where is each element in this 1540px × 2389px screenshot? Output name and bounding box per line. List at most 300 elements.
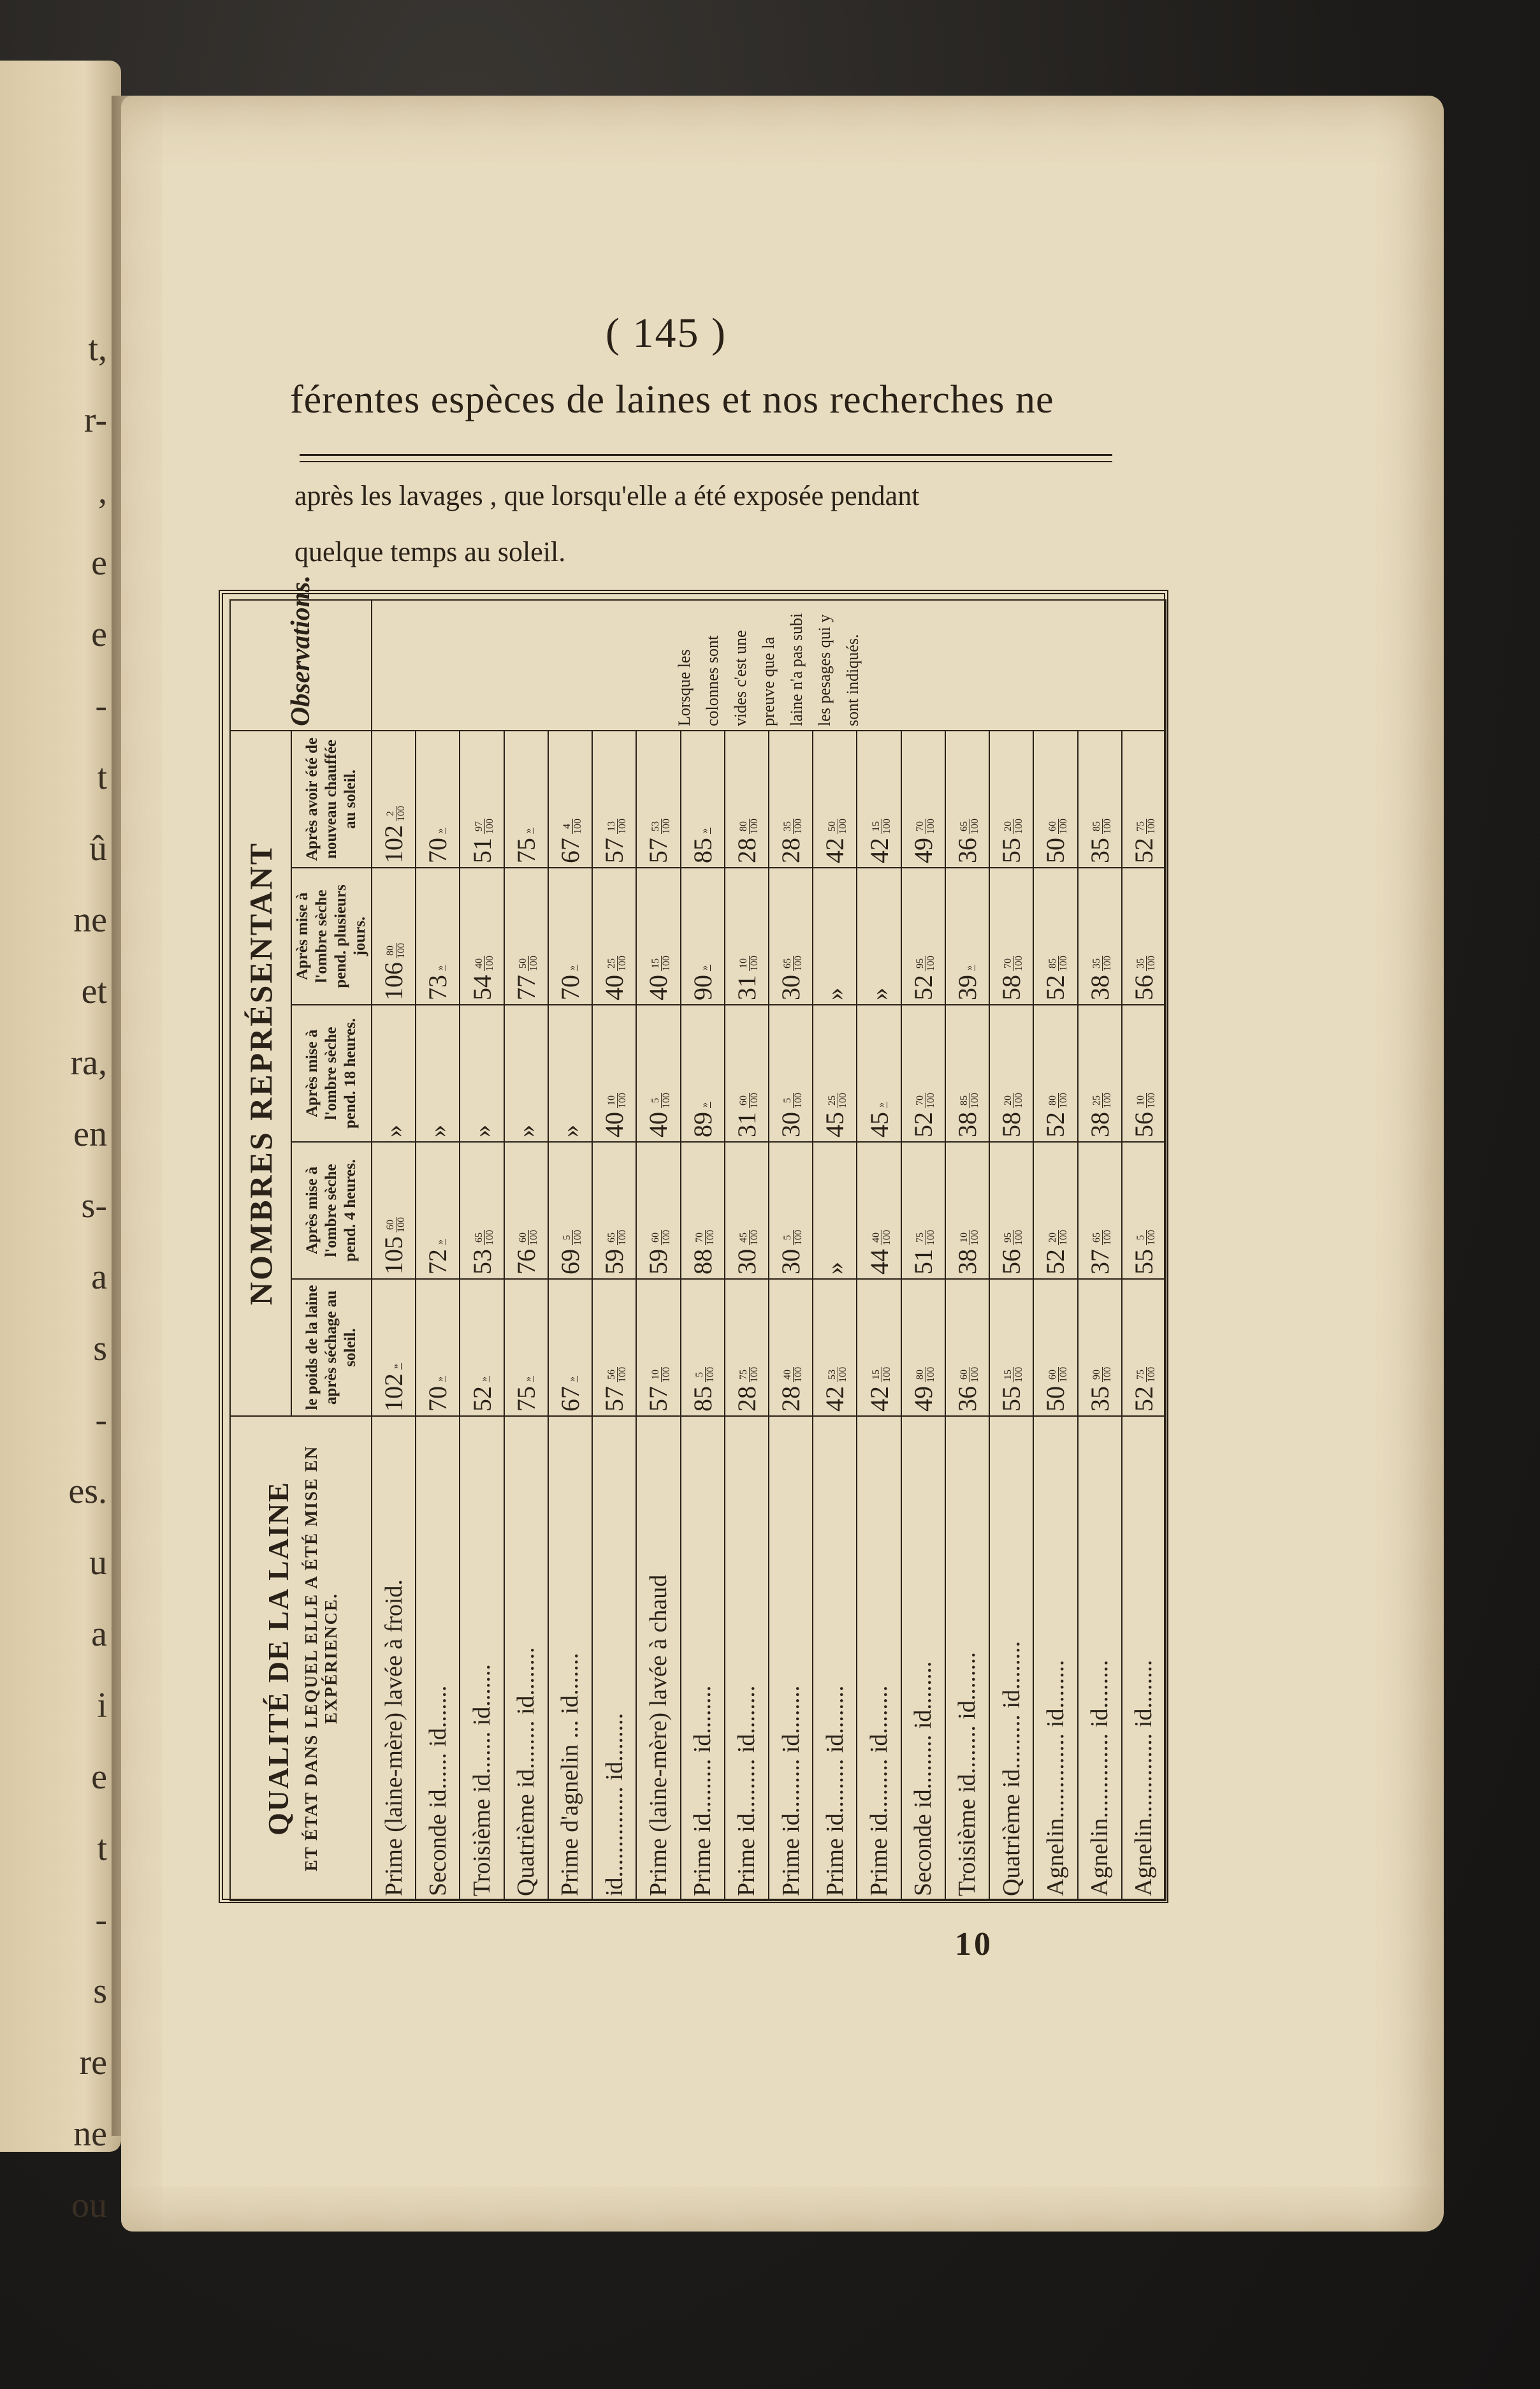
fraction-denominator: 100 (749, 1093, 760, 1108)
value-cell (945, 868, 989, 1005)
subheader: Après avoir été de nouveau chauffée au soleil. (291, 731, 372, 868)
value-integer: 38 (952, 1112, 982, 1137)
value-integer: 35 (1085, 1386, 1114, 1412)
value-fraction (827, 819, 848, 834)
value-fraction (1092, 1093, 1113, 1108)
value-integer: 52 (908, 1112, 938, 1137)
value-fraction (1048, 1230, 1069, 1245)
fraction-denominator: 100 (660, 819, 672, 834)
fraction-numerator: » (390, 1364, 402, 1369)
value-fraction (607, 1093, 628, 1108)
value-cell (416, 1279, 460, 1416)
value-cell (813, 1005, 857, 1142)
fraction-numerator: 53 (827, 1367, 838, 1382)
value-cell (901, 731, 945, 868)
fraction-denominator: 100 (881, 819, 892, 834)
value-fraction (915, 1093, 936, 1108)
value-cell (636, 1279, 680, 1416)
fraction-numerator: 95 (915, 956, 926, 971)
fraction-denominator: 100 (1146, 1093, 1158, 1108)
value-cell (945, 1005, 989, 1142)
left-page-text-fragment: - (95, 686, 107, 726)
fraction-numerator: 5 (1136, 1230, 1147, 1245)
value-integer: » (423, 1125, 453, 1137)
fraction-denominator: 100 (660, 1230, 672, 1245)
value-fraction (562, 1230, 583, 1245)
table-row (989, 600, 1033, 1901)
fraction-numerator: » (523, 828, 534, 833)
value-fraction (479, 1376, 490, 1382)
fraction-numerator: 35 (1136, 956, 1147, 971)
value-cell (813, 1279, 857, 1416)
fraction-numerator: 10 (651, 1367, 662, 1382)
value-cell (769, 1005, 813, 1142)
fraction-numerator: » (478, 1377, 490, 1382)
quality-title: QUALITÉ DE LA LAINE (261, 1481, 294, 1836)
value-fraction (1003, 956, 1024, 971)
row-label: Prime id......... id........ (813, 1416, 857, 1901)
fraction-numerator: 15 (651, 956, 662, 971)
value-fraction (783, 1367, 804, 1382)
fraction-numerator: 20 (1048, 1230, 1059, 1245)
value-cell (725, 1142, 769, 1279)
value-cell (769, 731, 813, 868)
fraction-numerator: » (699, 1102, 710, 1107)
value-integer: 52 (1041, 1249, 1070, 1275)
table-row (504, 600, 548, 1901)
fraction-numerator: 25 (1092, 1093, 1103, 1108)
fraction-numerator: 40 (871, 1230, 882, 1245)
fraction-denominator: 100 (1146, 819, 1158, 834)
fraction-denominator: 100 (749, 819, 760, 834)
value-integer: 36 (952, 838, 982, 863)
fraction-denominator: 100 (484, 819, 495, 834)
value-fraction (783, 819, 804, 834)
value-cell (1033, 1142, 1077, 1279)
fraction-denominator: 100 (1057, 1367, 1069, 1382)
value-integer: 56 (1129, 975, 1158, 1000)
value-fraction (915, 956, 936, 971)
fraction-denominator: 100 (396, 943, 407, 958)
fraction-denominator: 100 (970, 1230, 981, 1245)
fraction-numerator: 80 (1048, 1093, 1059, 1108)
row-label: id............... id........ (592, 1416, 636, 1901)
value-integer: 52 (1129, 1386, 1158, 1412)
value-cell (460, 1005, 504, 1142)
value-fraction (871, 819, 892, 834)
fraction-numerator: 15 (871, 1367, 882, 1382)
value-fraction (1003, 819, 1024, 834)
value-cell (372, 1005, 416, 1142)
row-label: Prime (laine-mère) lavée à chaud (636, 1416, 680, 1901)
value-fraction (518, 956, 539, 971)
table-row (636, 600, 680, 1901)
value-cell (548, 1005, 592, 1142)
fraction-denominator: 100 (1013, 1093, 1025, 1108)
left-page-edge (0, 61, 121, 2225)
value-integer: 59 (644, 1249, 673, 1275)
value-fraction (1136, 1230, 1157, 1245)
fraction-numerator: 60 (651, 1230, 662, 1245)
value-integer: 67 (555, 1386, 585, 1412)
value-integer: 31 (732, 1112, 761, 1137)
left-page-text-fragment: e (91, 615, 107, 654)
left-page-text-fragment: ra, (70, 1043, 107, 1083)
value-cell (1122, 1279, 1166, 1416)
rotated-table-frame (219, 575, 1168, 1903)
fraction-denominator: 100 (881, 1230, 892, 1245)
value-cell (1033, 868, 1077, 1005)
value-cell (548, 1142, 592, 1279)
subheader: Après mise à l'ombre sèche pend. 18 heures. (291, 1005, 372, 1142)
fraction-numerator: 65 (607, 1230, 618, 1245)
fraction-numerator: 70 (1003, 956, 1014, 971)
fraction-numerator: 95 (1003, 1230, 1014, 1245)
fraction-denominator: 100 (660, 1093, 672, 1108)
value-cell (1122, 1005, 1166, 1142)
value-cell (636, 868, 680, 1005)
value-cell (548, 1279, 592, 1416)
value-cell (813, 868, 857, 1005)
value-integer: 55 (997, 838, 1026, 863)
table-row (1122, 600, 1166, 1901)
left-page-text-fragment: ne (73, 2114, 107, 2154)
left-page-text-fragment: ou (71, 2186, 107, 2225)
fraction-denominator: 100 (793, 1367, 804, 1382)
value-integer: 70 (423, 838, 453, 863)
value-fraction (959, 819, 980, 834)
value-integer: 70 (423, 1386, 453, 1412)
value-cell (681, 1142, 725, 1279)
fraction-numerator: » (434, 1239, 446, 1245)
value-integer: » (820, 988, 850, 1000)
value-fraction (651, 819, 672, 834)
fraction-numerator: 50 (827, 819, 838, 834)
fraction-denominator: 100 (1146, 956, 1158, 971)
value-fraction (562, 819, 583, 834)
fraction-numerator: 60 (1048, 819, 1059, 834)
value-fraction (435, 965, 446, 971)
fraction-numerator: 90 (1092, 1367, 1103, 1382)
value-cell (769, 868, 813, 1005)
fraction-numerator: 20 (1003, 1093, 1014, 1108)
row-label: Agnelin.............. id........ (1033, 1416, 1077, 1901)
observations-text: Lorsque les colonnes sont vides c'est une preuve que la laine n'a pas subi les pesages qui y sont indiqués. (372, 600, 1166, 731)
value-fraction (435, 828, 446, 834)
value-cell (681, 731, 725, 868)
fraction-numerator: 2 (386, 806, 396, 821)
fraction-numerator: » (434, 965, 446, 970)
value-cell (372, 731, 416, 868)
value-cell (636, 731, 680, 868)
fraction-numerator: 75 (1136, 1367, 1147, 1382)
table-row (813, 600, 857, 1901)
value-fraction (915, 1367, 936, 1382)
value-cell (460, 868, 504, 1005)
fraction-denominator: 100 (881, 1367, 892, 1382)
value-cell (725, 731, 769, 868)
left-page-text-fragment: e (91, 543, 107, 583)
value-fraction (783, 956, 804, 971)
value-cell (681, 868, 725, 1005)
paragraph-line: après les lavages , que lorsqu'elle a été exposée pendant (294, 480, 920, 511)
value-fraction (523, 828, 534, 834)
value-cell (945, 1279, 989, 1416)
fraction-numerator: 5 (695, 1367, 706, 1382)
value-integer: 30 (776, 1249, 806, 1275)
subheader: Après mise à l'ombre sèche pend. 4 heures. (291, 1142, 372, 1279)
table-row (681, 600, 725, 1901)
fraction-numerator: 70 (695, 1230, 706, 1245)
table-row (901, 600, 945, 1901)
value-integer: 52 (908, 975, 938, 1000)
value-integer: 30 (732, 1249, 761, 1275)
value-integer: 70 (555, 975, 585, 1000)
table-row (416, 600, 460, 1901)
value-fraction (1003, 1230, 1024, 1245)
row-label: Seconde id...... id....... (416, 1416, 460, 1901)
row-label: Seconde id......... id........ (901, 1416, 945, 1901)
value-cell (416, 1005, 460, 1142)
fraction-denominator: 100 (1057, 819, 1069, 834)
value-cell (989, 1142, 1033, 1279)
left-page-text-fragment: - (95, 1900, 107, 1940)
value-fraction (435, 1239, 446, 1245)
value-cell (901, 1005, 945, 1142)
left-page-text-fragment: r- (84, 400, 107, 440)
left-page-text-fragment: re (79, 2043, 107, 2082)
value-integer: 35 (1085, 838, 1114, 863)
fraction-denominator: 100 (1146, 1230, 1158, 1245)
fraction-numerator: 5 (783, 1230, 794, 1245)
fraction-denominator: 100 (1101, 1093, 1113, 1108)
value-integer: 36 (952, 1386, 982, 1412)
left-page-text-fragment: s (93, 1329, 107, 1368)
value-integer: 53 (467, 1249, 497, 1275)
fraction-numerator: » (434, 828, 446, 833)
fraction-denominator: 100 (1146, 1367, 1158, 1382)
value-integer: » (820, 1262, 850, 1275)
value-integer: » (379, 1125, 409, 1137)
table-row (857, 600, 901, 1901)
value-integer: 52 (1041, 975, 1070, 1000)
value-integer: 52 (1129, 838, 1158, 863)
value-cell (1078, 868, 1122, 1005)
fraction-numerator: 5 (783, 1093, 794, 1108)
fraction-numerator: 15 (871, 819, 882, 834)
fraction-denominator: 100 (926, 819, 937, 834)
rotated-table (229, 575, 1166, 1901)
value-integer: 58 (997, 1112, 1026, 1137)
row-label: Quatrième id........ id........ (504, 1416, 548, 1901)
value-cell (857, 868, 901, 1005)
value-cell (592, 731, 636, 868)
value-cell (1033, 1005, 1077, 1142)
value-integer: 57 (600, 1386, 629, 1412)
value-integer: 105 (379, 1236, 409, 1275)
value-fraction (1048, 956, 1069, 971)
value-fraction (607, 956, 628, 971)
fraction-numerator: 45 (739, 1230, 750, 1245)
value-integer: 69 (555, 1249, 585, 1275)
fraction-numerator: 15 (1003, 1367, 1014, 1382)
table-row (1033, 600, 1077, 1901)
value-fraction (391, 1363, 402, 1370)
table-row (460, 600, 504, 1901)
fraction-denominator: 100 (1101, 956, 1113, 971)
value-cell (857, 731, 901, 868)
row-label: Troisième id....... id....... (460, 1416, 504, 1901)
value-integer: 40 (644, 1112, 673, 1137)
value-integer: 75 (511, 1386, 541, 1412)
row-label: Prime id......... id........ (681, 1416, 725, 1901)
fraction-numerator: 75 (1136, 819, 1147, 834)
data-table (229, 575, 1166, 1901)
value-integer: » (555, 1125, 585, 1137)
value-fraction (695, 1367, 716, 1382)
fraction-numerator: » (964, 965, 975, 970)
fraction-denominator: 100 (926, 1367, 937, 1382)
value-cell (548, 868, 592, 1005)
fraction-numerator: 80 (386, 943, 396, 958)
fraction-denominator: 100 (749, 1367, 760, 1382)
left-page-text-fragment: u (89, 1543, 107, 1582)
value-cell (681, 1005, 725, 1142)
value-fraction (876, 1102, 887, 1108)
value-integer: 67 (555, 838, 585, 863)
value-cell (989, 868, 1033, 1005)
fraction-numerator: » (699, 965, 710, 970)
fraction-denominator: 100 (528, 1230, 540, 1245)
fraction-numerator: » (434, 1377, 446, 1382)
value-cell (504, 1142, 548, 1279)
value-integer: 28 (776, 838, 806, 863)
fraction-numerator: 60 (959, 1367, 970, 1382)
fraction-numerator: 65 (1092, 1230, 1103, 1245)
value-cell (1122, 868, 1166, 1005)
observations-title: Observations. (230, 600, 372, 731)
value-cell (681, 1279, 725, 1416)
fraction-denominator: 100 (793, 819, 804, 834)
value-integer: 102 (379, 1373, 409, 1412)
value-fraction (959, 1230, 980, 1245)
value-cell (989, 1005, 1033, 1142)
value-integer: 31 (732, 975, 761, 1000)
fraction-denominator: 100 (616, 956, 628, 971)
value-fraction (523, 1376, 534, 1382)
row-label: Prime id......... id........ (769, 1416, 813, 1901)
fraction-denominator: 100 (528, 956, 540, 971)
value-integer: 38 (952, 1249, 982, 1275)
value-cell (1033, 1279, 1077, 1416)
value-fraction (700, 1102, 711, 1108)
value-integer: 58 (997, 975, 1026, 1000)
fraction-denominator: 100 (793, 1093, 804, 1108)
value-integer: » (467, 1125, 497, 1137)
value-integer: 55 (997, 1386, 1026, 1412)
value-fraction (474, 956, 495, 971)
left-page-text-fragment: en (73, 1114, 107, 1154)
value-integer: 38 (1085, 1112, 1114, 1137)
fraction-numerator: 10 (959, 1230, 970, 1245)
left-page-text-fragment: û (89, 829, 107, 868)
value-fraction (1092, 819, 1113, 834)
value-fraction (651, 1230, 672, 1245)
value-integer: 90 (688, 975, 717, 1000)
value-integer: 45 (820, 1112, 850, 1137)
value-integer: 89 (688, 1112, 717, 1137)
fraction-numerator: 10 (739, 956, 750, 971)
row-label: Agnelin.............. id........ (1078, 1416, 1122, 1901)
fraction-denominator: 100 (837, 1367, 848, 1382)
fraction-denominator: 100 (1013, 1230, 1025, 1245)
value-integer: 57 (644, 838, 673, 863)
fraction-denominator: 100 (1013, 956, 1025, 971)
quality-header (230, 1416, 372, 1901)
fraction-denominator: 100 (749, 956, 760, 971)
value-fraction (1048, 1367, 1069, 1382)
value-cell (857, 1279, 901, 1416)
value-cell (857, 1142, 901, 1279)
left-page-text-fragment: et (81, 972, 107, 1011)
left-page-text-fragment: a (91, 1614, 107, 1654)
value-integer: 85 (688, 1386, 717, 1412)
value-cell (945, 731, 989, 868)
value-integer: 59 (600, 1249, 629, 1275)
row-label: Prime id......... id........ (725, 1416, 769, 1901)
fraction-denominator: 100 (837, 1093, 848, 1108)
fraction-denominator: 100 (970, 1367, 981, 1382)
value-integer: 88 (688, 1249, 717, 1275)
left-page-text-fragment: - (95, 1400, 107, 1440)
value-fraction (1136, 1093, 1157, 1108)
value-integer: 30 (776, 975, 806, 1000)
value-cell (592, 1005, 636, 1142)
value-integer: 50 (1041, 838, 1070, 863)
value-cell (769, 1279, 813, 1416)
table-row (548, 600, 592, 1901)
value-integer: » (864, 988, 894, 1000)
fraction-numerator: 65 (959, 819, 970, 834)
fraction-numerator: 4 (562, 819, 573, 834)
fraction-numerator: 25 (827, 1093, 838, 1108)
value-fraction (1136, 819, 1157, 834)
value-fraction (739, 1367, 760, 1382)
value-fraction (1048, 1093, 1069, 1108)
value-cell (504, 1279, 548, 1416)
page-number: ( 145 ) (606, 310, 727, 356)
value-fraction (1092, 1230, 1113, 1245)
value-cell (636, 1142, 680, 1279)
fraction-numerator: 85 (959, 1093, 970, 1108)
subheader: le poids de la laine après séchage au soleil. (291, 1279, 372, 1416)
value-cell (504, 1005, 548, 1142)
value-cell (592, 868, 636, 1005)
fraction-denominator: 100 (572, 1230, 584, 1245)
value-integer: 51 (467, 838, 497, 863)
value-fraction (474, 819, 495, 834)
value-cell (1033, 731, 1077, 868)
value-cell (1078, 1279, 1122, 1416)
fraction-denominator: 100 (1101, 1367, 1113, 1382)
fraction-numerator: » (567, 965, 578, 970)
value-fraction (1136, 1367, 1157, 1382)
value-fraction (1003, 1367, 1024, 1382)
fraction-denominator: 100 (1101, 1230, 1113, 1245)
fraction-denominator: 100 (837, 819, 848, 834)
value-integer: 57 (644, 1386, 673, 1412)
value-fraction (783, 1093, 804, 1108)
